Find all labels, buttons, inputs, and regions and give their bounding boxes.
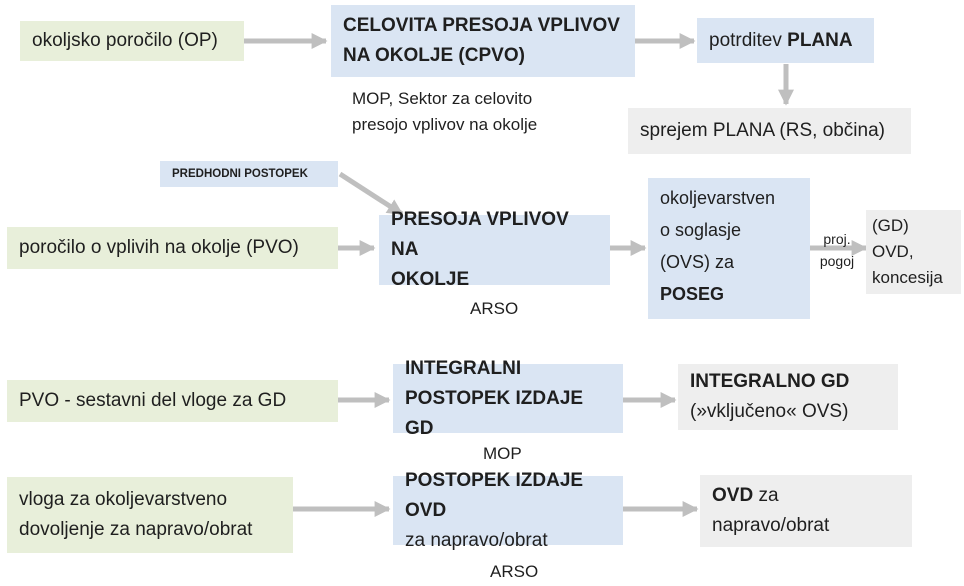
project-condition-line1: proj. xyxy=(823,231,851,247)
cpvo-authority-line1: MOP, Sektor za celovito xyxy=(352,89,533,108)
gd-ovd-final-line2: OVD, xyxy=(872,242,914,261)
ovd-output-line1 xyxy=(712,481,900,511)
plan-adoption-label: sprejem PLANA (RS, občina) xyxy=(640,120,885,141)
ovd-output-bold: OVD xyxy=(712,485,754,506)
plan-confirm-prefix: potrditev xyxy=(709,29,788,51)
pvo-part-input-label: PVO - sestavni del vloge za GD xyxy=(19,390,287,411)
ovs-output-bold: POSEG xyxy=(660,284,725,304)
eia-process-line2: OKOLJE xyxy=(391,269,470,290)
op-input-label: okoljsko poročilo (OP) xyxy=(32,30,218,51)
integral-process-line2: POSTOPEK IZDAJE GD xyxy=(405,387,584,439)
ovd-process-sub: za napravo/obrat xyxy=(405,529,548,551)
project-condition-line2: pogoj xyxy=(819,253,855,269)
ovd-request-input-line2: dovoljenje za napravo/obrat xyxy=(19,519,253,540)
ovs-output-box xyxy=(648,178,810,319)
eia-authority: ARSO xyxy=(470,299,519,318)
ovd-request-input-box xyxy=(7,477,293,553)
cpvo-process-box xyxy=(331,5,635,77)
plan-confirm-box xyxy=(697,18,874,63)
integral-authority: MOP xyxy=(483,444,522,463)
ovs-output-line1: okoljevarstven xyxy=(660,188,776,208)
ovs-output-line3: (OVS) za xyxy=(660,252,735,272)
op-input-box xyxy=(20,21,244,61)
cpvo-authority xyxy=(352,86,537,138)
pvo-input-box xyxy=(7,227,338,269)
integral-gd-output-sub: (»vključeno« OVS) xyxy=(690,401,849,422)
plan-confirm-label xyxy=(709,26,862,56)
ovd-authority: ARSO xyxy=(490,562,539,581)
ovd-request-input-line1: vloga za okoljevarstveno xyxy=(19,489,228,510)
gd-ovd-final-line3: koncesija xyxy=(872,268,943,287)
project-condition-label xyxy=(812,228,862,272)
plan-confirm-bold: PLANA xyxy=(787,29,853,51)
ovd-process-box xyxy=(393,469,623,551)
eia-process-line1: PRESOJA VPLIVOV NA xyxy=(391,209,569,260)
ovd-output-box xyxy=(700,475,912,547)
cpvo-authority-line2: presojo vplivov na okolje xyxy=(352,115,538,134)
ovd-output-rest: za xyxy=(753,485,779,506)
pvo-part-input-box xyxy=(7,380,338,422)
pre-procedure-box xyxy=(160,161,338,187)
integral-gd-output-bold: INTEGRALNO GD xyxy=(690,371,850,392)
pvo-input-label: poročilo o vplivih na okolje (PVO) xyxy=(19,237,299,258)
integral-process-line1: INTEGRALNI xyxy=(405,357,522,379)
integral-process-box xyxy=(393,357,623,439)
ovd-process-bold: POSTOPEK IZDAJE OVD xyxy=(405,469,584,521)
eia-process-box xyxy=(379,209,610,290)
plan-adoption-box xyxy=(628,108,911,154)
pre-procedure-label: PREDHODNI POSTOPEK xyxy=(172,168,308,180)
cpvo-process-line2: NA OKOLJE (CPVO) xyxy=(343,45,525,66)
integral-gd-output-box xyxy=(678,364,898,430)
ovs-output-line2: o soglasje xyxy=(660,220,742,240)
gd-ovd-final-box xyxy=(866,210,961,294)
gd-ovd-final-line1: (GD) xyxy=(872,216,909,235)
ovd-output-line2: napravo/obrat xyxy=(712,515,830,536)
cpvo-process-line1: CELOVITA PRESOJA VPLIVOV xyxy=(343,15,620,36)
